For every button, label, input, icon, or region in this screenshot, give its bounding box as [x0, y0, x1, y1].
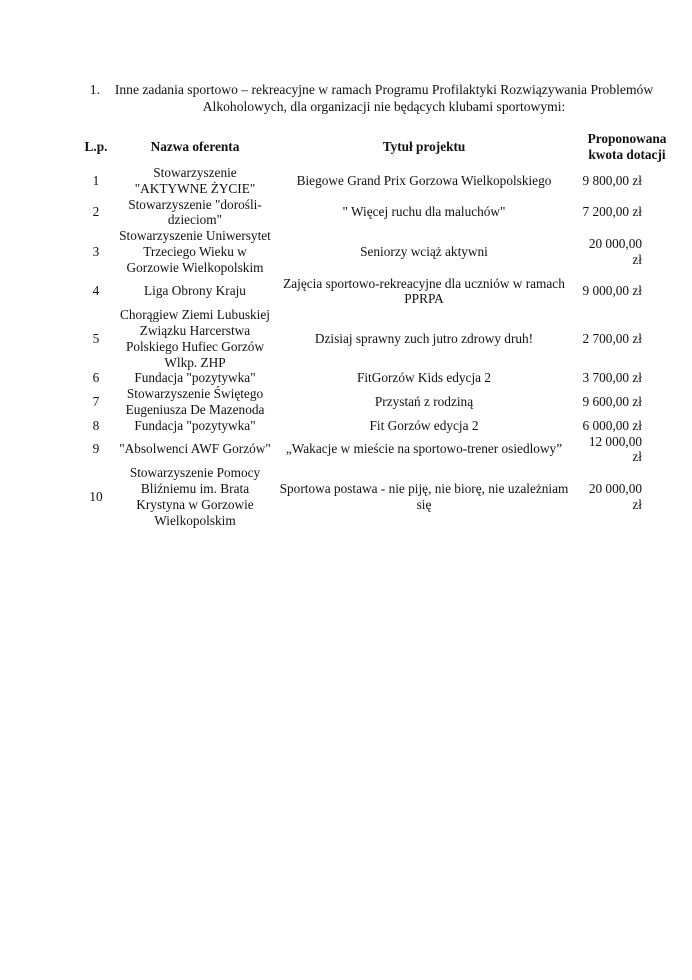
- header-lp: L.p.: [84, 139, 108, 155]
- row-amount: 20 000,00 zł: [588, 236, 642, 267]
- row-name: Stowarzyszenie Świętego Eugeniusza De Mazenoda: [125, 386, 265, 417]
- row-name: Liga Obrony Kraju: [144, 283, 246, 299]
- row-lp: 2: [92, 204, 100, 220]
- row-amount: 6 000,00 zł: [582, 417, 642, 433]
- row-amount: 20 000,00 zł: [588, 480, 642, 512]
- table-row: [74, 434, 678, 466]
- row-lp: 7: [92, 394, 100, 410]
- section-heading: [60, 81, 660, 115]
- row-name: Stowarzyszenie "dorośli-dzieciom": [128, 196, 262, 228]
- row-amount: 12 000,00 zł: [588, 433, 642, 465]
- section-number: 1.: [89, 82, 100, 97]
- row-lp: 1: [92, 172, 100, 188]
- table-row: [74, 197, 678, 229]
- table-row: [74, 370, 678, 386]
- row-name: "Absolwenci AWF Gorzów": [119, 441, 271, 457]
- row-amount: 2 700,00 zł: [582, 330, 642, 346]
- row-title: Przystań z rodziną: [374, 394, 474, 410]
- table-row: [74, 276, 678, 308]
- table-row: [74, 228, 678, 275]
- row-title: Biegowe Grand Prix Gorzowa Wielkopolskiego: [296, 172, 552, 188]
- table-row: [74, 465, 678, 528]
- row-lp: 3: [92, 243, 100, 259]
- row-title: Seniorzy wciąż aktywni: [360, 243, 488, 259]
- row-title: Fit Gorzów edycja 2: [369, 417, 479, 433]
- row-lp: 5: [92, 330, 100, 346]
- row-name: Fundacja "pozytywka": [134, 370, 256, 386]
- row-title: Zajęcia sportowo-rekreacyjne dla uczniów w ramach PPRPA: [283, 275, 565, 307]
- row-name: Stowarzyszenie "AKTYWNE ŻYCIE": [134, 165, 256, 196]
- row-amount: 3 700,00 zł: [582, 370, 642, 386]
- row-lp: 9: [92, 441, 100, 457]
- row-amount: 9 800,00 zł: [582, 172, 642, 188]
- table-row: [74, 165, 678, 197]
- header-amount: Proponowana kwota dotacji: [587, 131, 667, 162]
- row-lp: 8: [92, 417, 100, 433]
- row-name: Stowarzyszenie Uniwersytet Trzeciego Wieku w Gorzowie Wielkopolskim: [119, 228, 271, 275]
- row-amount: 9 600,00 zł: [582, 394, 642, 410]
- row-name: Stowarzyszenie Pomocy Bliźniemu im. Brata Krystyna w Gorzowie Wielkopolskim: [129, 465, 261, 528]
- table-row: [74, 386, 678, 418]
- table-row: [74, 307, 678, 370]
- row-name: Fundacja "pozytywka": [134, 417, 256, 433]
- grants-table: [74, 129, 678, 528]
- row-lp: 4: [92, 283, 100, 299]
- row-lp: 10: [89, 488, 103, 504]
- row-title: " Więcej ruchu dla maluchów": [342, 204, 506, 220]
- row-lp: 6: [92, 370, 100, 386]
- row-title: FitGorzów Kids edycja 2: [356, 370, 492, 386]
- row-title: Sportowa postawa - nie piję, nie biorę, nie uzależniam się: [279, 480, 569, 512]
- header-title: Tytuł projektu: [382, 139, 466, 155]
- table-header-row: [74, 129, 678, 165]
- table-row: [74, 418, 678, 434]
- row-amount: 7 200,00 zł: [582, 204, 642, 220]
- row-title: „Wakacje w mieście na sportowo-trener osiedlowy”: [285, 441, 563, 457]
- row-title: Dzisiaj sprawny zuch jutro zdrowy druh!: [314, 330, 534, 346]
- section-title: Inne zadania sportowo – rekreacyjne w ramach Programu Profilaktyki Rozwiązywania Problemów Alkoholowych, dla organizacji nie będących klubami sportowymi:: [114, 82, 654, 114]
- row-name: Chorągiew Ziemi Lubuskiej Związku Harcerstwa Polskiego Hufiec Gorzów Wlkp. ZHP: [120, 307, 270, 370]
- header-name: Nazwa oferenta: [150, 139, 240, 155]
- row-amount: 9 000,00 zł: [582, 283, 642, 299]
